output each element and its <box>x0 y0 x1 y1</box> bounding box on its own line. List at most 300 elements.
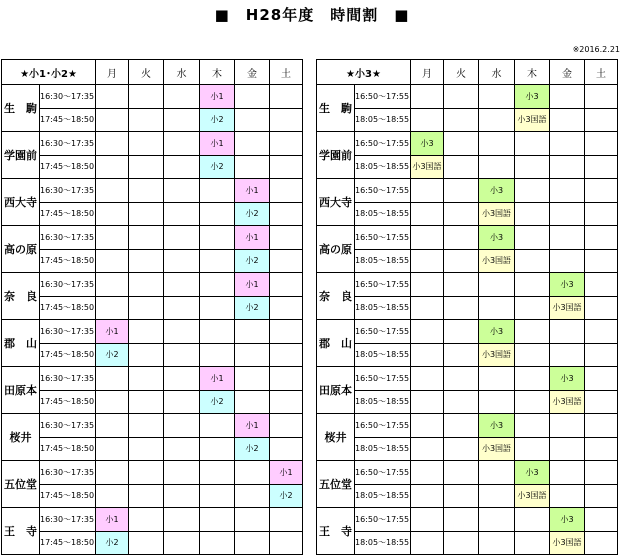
class-cell <box>129 367 164 391</box>
class-cell <box>585 531 618 555</box>
class-cell <box>235 85 270 109</box>
class-cell <box>444 320 479 344</box>
class-cell <box>411 179 444 203</box>
table-corner-label: ★小3★ <box>317 60 411 85</box>
time-slot-first: 16:50〜17:55 <box>355 508 411 532</box>
class-cell <box>164 155 200 179</box>
class-cell <box>585 296 618 320</box>
class-cell: 小1 <box>235 179 270 203</box>
class-cell <box>515 531 550 555</box>
schedule-row <box>2 367 303 391</box>
class-cell <box>515 179 550 203</box>
class-cell <box>515 296 550 320</box>
class-cell <box>200 437 235 461</box>
day-header: 水 <box>479 60 515 85</box>
time-slot-second: 18:05〜18:55 <box>355 484 411 508</box>
class-cell <box>164 202 200 226</box>
class-cell <box>270 508 303 532</box>
schedule-row <box>2 343 303 367</box>
time-slot-first: 16:30〜17:35 <box>40 226 96 250</box>
class-cell <box>96 202 129 226</box>
day-header: 木 <box>200 60 235 85</box>
class-cell: 小3国語 <box>479 249 515 273</box>
class-cell <box>444 484 479 508</box>
class-cell <box>444 296 479 320</box>
class-cell: 小2 <box>200 390 235 414</box>
class-cell <box>411 320 444 344</box>
class-cell: 小3国語 <box>479 437 515 461</box>
schedule-row <box>2 296 303 320</box>
class-cell <box>164 437 200 461</box>
class-cell <box>129 202 164 226</box>
class-cell <box>270 414 303 438</box>
class-cell <box>129 461 164 485</box>
class-cell <box>550 437 585 461</box>
class-cell <box>270 202 303 226</box>
class-cell <box>164 484 200 508</box>
schedule-row <box>2 461 303 485</box>
class-cell <box>411 202 444 226</box>
class-cell <box>164 343 200 367</box>
schedule-row <box>2 437 303 461</box>
class-cell <box>270 437 303 461</box>
class-cell <box>550 179 585 203</box>
class-cell: 小1 <box>200 132 235 156</box>
class-cell <box>585 508 618 532</box>
class-cell <box>164 273 200 297</box>
class-cell <box>515 414 550 438</box>
time-slot-first: 16:30〜17:35 <box>40 320 96 344</box>
day-header: 金 <box>235 60 270 85</box>
class-cell <box>270 132 303 156</box>
class-cell <box>270 249 303 273</box>
class-cell <box>270 108 303 132</box>
class-cell <box>444 367 479 391</box>
class-cell <box>235 320 270 344</box>
schedule-row <box>317 531 618 555</box>
class-cell <box>235 343 270 367</box>
location-label: 奈 良 <box>2 273 40 320</box>
class-cell: 小1 <box>200 367 235 391</box>
class-cell <box>411 437 444 461</box>
class-cell <box>164 390 200 414</box>
class-cell <box>585 437 618 461</box>
class-cell <box>585 132 618 156</box>
class-cell <box>479 484 515 508</box>
class-cell <box>129 508 164 532</box>
class-cell <box>585 343 618 367</box>
schedule-row <box>2 202 303 226</box>
class-cell <box>585 414 618 438</box>
class-cell <box>444 461 479 485</box>
class-cell: 小2 <box>200 155 235 179</box>
class-cell <box>479 531 515 555</box>
page-title: ■ H28年度 時間割 ■ <box>214 6 410 24</box>
time-slot-first: 16:50〜17:55 <box>355 179 411 203</box>
class-cell <box>550 108 585 132</box>
schedule-row <box>2 155 303 179</box>
class-cell <box>550 484 585 508</box>
class-cell <box>129 273 164 297</box>
class-cell <box>515 367 550 391</box>
time-slot-first: 16:30〜17:35 <box>40 508 96 532</box>
location-label: 生 駒 <box>2 85 40 132</box>
location-label: 高の原 <box>2 226 40 273</box>
class-cell <box>96 461 129 485</box>
class-cell <box>444 437 479 461</box>
class-cell <box>550 414 585 438</box>
class-cell <box>444 273 479 297</box>
schedule-row <box>317 155 618 179</box>
location-label: 郡 山 <box>2 320 40 367</box>
class-cell <box>200 343 235 367</box>
time-slot-second: 17:45〜18:50 <box>40 484 96 508</box>
day-header: 土 <box>270 60 303 85</box>
class-cell <box>200 273 235 297</box>
class-cell: 小2 <box>235 249 270 273</box>
schedule-row <box>2 390 303 414</box>
location-label: 田原本 <box>2 367 40 414</box>
class-cell: 小1 <box>235 226 270 250</box>
class-cell <box>411 296 444 320</box>
schedule-row <box>2 132 303 156</box>
time-slot-first: 16:50〜17:55 <box>355 273 411 297</box>
class-cell <box>96 132 129 156</box>
class-cell <box>129 226 164 250</box>
class-cell: 小3国語 <box>550 390 585 414</box>
class-cell <box>129 296 164 320</box>
class-cell: 小3国語 <box>550 531 585 555</box>
class-cell: 小1 <box>96 508 129 532</box>
class-cell <box>444 414 479 438</box>
class-cell <box>479 390 515 414</box>
time-slot-first: 16:30〜17:35 <box>40 461 96 485</box>
class-cell <box>585 202 618 226</box>
class-cell <box>129 108 164 132</box>
class-cell <box>515 320 550 344</box>
class-cell <box>164 132 200 156</box>
schedule-row <box>317 390 618 414</box>
time-slot-second: 18:05〜18:55 <box>355 390 411 414</box>
class-cell: 小3 <box>550 367 585 391</box>
class-cell <box>585 179 618 203</box>
time-slot-first: 16:50〜17:55 <box>355 461 411 485</box>
class-cell <box>550 132 585 156</box>
class-cell <box>164 508 200 532</box>
class-cell: 小1 <box>96 320 129 344</box>
schedule-row <box>2 273 303 297</box>
class-cell: 小3国語 <box>515 108 550 132</box>
class-cell <box>235 484 270 508</box>
class-cell <box>96 367 129 391</box>
class-cell: 小3国語 <box>515 484 550 508</box>
class-cell <box>515 226 550 250</box>
class-cell <box>444 108 479 132</box>
class-cell: 小3 <box>550 273 585 297</box>
schedule-row <box>317 343 618 367</box>
location-label: 桜井 <box>2 414 40 461</box>
time-slot-first: 16:30〜17:35 <box>40 132 96 156</box>
class-cell <box>129 249 164 273</box>
date-note: ※2016.2.21 <box>572 45 620 54</box>
day-header: 木 <box>515 60 550 85</box>
schedule-row <box>2 320 303 344</box>
class-cell <box>411 414 444 438</box>
class-cell <box>96 414 129 438</box>
schedule-row <box>317 132 618 156</box>
class-cell <box>585 390 618 414</box>
class-cell <box>200 249 235 273</box>
class-cell <box>411 531 444 555</box>
location-label: 王 寺 <box>317 508 355 555</box>
class-cell <box>96 273 129 297</box>
class-cell: 小2 <box>200 108 235 132</box>
class-cell <box>235 461 270 485</box>
class-cell: 小3 <box>515 85 550 109</box>
class-cell: 小3 <box>479 320 515 344</box>
class-cell: 小1 <box>270 461 303 485</box>
schedule-row <box>317 461 618 485</box>
location-label: 田原本 <box>317 367 355 414</box>
time-slot-second: 18:05〜18:55 <box>355 437 411 461</box>
class-cell <box>96 390 129 414</box>
class-cell <box>96 108 129 132</box>
class-cell <box>515 437 550 461</box>
class-cell: 小3 <box>515 461 550 485</box>
schedule-row <box>317 273 618 297</box>
class-cell <box>270 226 303 250</box>
time-slot-second: 18:05〜18:55 <box>355 531 411 555</box>
day-header: 火 <box>444 60 479 85</box>
class-cell <box>550 155 585 179</box>
time-slot-second: 17:45〜18:50 <box>40 343 96 367</box>
class-cell: 小3国語 <box>411 155 444 179</box>
class-cell <box>164 531 200 555</box>
class-cell <box>235 367 270 391</box>
schedule-row <box>317 202 618 226</box>
location-label: 学園前 <box>317 132 355 179</box>
day-header: 土 <box>585 60 618 85</box>
class-cell <box>444 132 479 156</box>
class-cell <box>444 508 479 532</box>
location-label: 五位堂 <box>2 461 40 508</box>
class-cell <box>235 508 270 532</box>
class-cell <box>411 390 444 414</box>
class-cell <box>96 226 129 250</box>
class-cell <box>96 155 129 179</box>
class-cell: 小2 <box>235 437 270 461</box>
class-cell <box>129 155 164 179</box>
class-cell <box>411 85 444 109</box>
class-cell <box>411 367 444 391</box>
time-slot-second: 18:05〜18:55 <box>355 296 411 320</box>
schedule-row <box>2 531 303 555</box>
class-cell <box>96 484 129 508</box>
class-cell <box>550 461 585 485</box>
class-cell <box>444 179 479 203</box>
schedule-row <box>317 296 618 320</box>
schedule-row <box>2 508 303 532</box>
class-cell <box>164 249 200 273</box>
class-cell: 小3 <box>479 179 515 203</box>
class-cell <box>479 461 515 485</box>
class-cell <box>444 202 479 226</box>
schedule-row <box>317 508 618 532</box>
location-label: 生 駒 <box>317 85 355 132</box>
class-cell <box>515 249 550 273</box>
class-cell <box>550 343 585 367</box>
class-cell <box>235 390 270 414</box>
class-cell <box>129 343 164 367</box>
class-cell <box>411 461 444 485</box>
class-cell <box>164 414 200 438</box>
schedule-row <box>317 414 618 438</box>
time-slot-second: 18:05〜18:55 <box>355 343 411 367</box>
class-cell <box>200 414 235 438</box>
class-cell <box>411 249 444 273</box>
class-cell <box>550 320 585 344</box>
day-header: 月 <box>411 60 444 85</box>
class-cell: 小3国語 <box>479 202 515 226</box>
location-label: 学園前 <box>2 132 40 179</box>
class-cell <box>515 343 550 367</box>
location-label: 奈 良 <box>317 273 355 320</box>
class-cell <box>585 273 618 297</box>
class-cell: 小1 <box>200 85 235 109</box>
class-cell <box>164 108 200 132</box>
class-cell <box>515 508 550 532</box>
location-label: 高の原 <box>317 226 355 273</box>
time-slot-second: 17:45〜18:50 <box>40 437 96 461</box>
schedule-row <box>317 85 618 109</box>
class-cell <box>200 179 235 203</box>
schedule-row <box>317 484 618 508</box>
time-slot-first: 16:50〜17:55 <box>355 85 411 109</box>
class-cell <box>585 484 618 508</box>
class-cell <box>479 296 515 320</box>
time-slot-second: 18:05〜18:55 <box>355 249 411 273</box>
location-label: 五位堂 <box>317 461 355 508</box>
day-header: 水 <box>164 60 200 85</box>
class-cell: 小2 <box>235 202 270 226</box>
class-cell: 小3国語 <box>479 343 515 367</box>
class-cell <box>270 85 303 109</box>
class-cell <box>585 108 618 132</box>
table-corner-label: ★小1･小2★ <box>2 60 96 85</box>
time-slot-second: 18:05〜18:55 <box>355 202 411 226</box>
class-cell <box>411 508 444 532</box>
class-cell <box>515 202 550 226</box>
schedule-row <box>2 226 303 250</box>
class-cell <box>270 320 303 344</box>
time-slot-second: 17:45〜18:50 <box>40 202 96 226</box>
schedule-row <box>317 367 618 391</box>
class-cell: 小1 <box>235 414 270 438</box>
class-cell: 小3 <box>479 226 515 250</box>
class-cell <box>164 461 200 485</box>
class-cell <box>96 249 129 273</box>
class-cell <box>164 179 200 203</box>
class-cell <box>479 85 515 109</box>
time-slot-first: 16:30〜17:35 <box>40 273 96 297</box>
class-cell <box>96 179 129 203</box>
time-slot-second: 17:45〜18:50 <box>40 108 96 132</box>
class-cell <box>585 85 618 109</box>
class-cell <box>411 484 444 508</box>
class-cell <box>235 132 270 156</box>
class-cell <box>444 249 479 273</box>
class-cell <box>164 367 200 391</box>
time-slot-second: 17:45〜18:50 <box>40 296 96 320</box>
day-header: 金 <box>550 60 585 85</box>
class-cell <box>585 461 618 485</box>
class-cell <box>164 226 200 250</box>
time-slot-second: 17:45〜18:50 <box>40 155 96 179</box>
class-cell <box>550 249 585 273</box>
class-cell: 小2 <box>270 484 303 508</box>
class-cell <box>164 296 200 320</box>
time-slot-first: 16:30〜17:35 <box>40 179 96 203</box>
class-cell <box>411 226 444 250</box>
time-slot-first: 16:50〜17:55 <box>355 320 411 344</box>
class-cell <box>235 531 270 555</box>
class-cell <box>200 508 235 532</box>
class-cell <box>270 155 303 179</box>
time-slot-first: 16:30〜17:35 <box>40 85 96 109</box>
class-cell <box>479 273 515 297</box>
location-label: 郡 山 <box>317 320 355 367</box>
class-cell <box>479 108 515 132</box>
timetable-grade-3 <box>316 59 618 555</box>
class-cell <box>585 249 618 273</box>
class-cell <box>129 437 164 461</box>
class-cell <box>270 179 303 203</box>
class-cell <box>96 85 129 109</box>
class-cell <box>129 531 164 555</box>
class-cell <box>235 155 270 179</box>
location-label: 西大寺 <box>317 179 355 226</box>
schedule-row <box>2 179 303 203</box>
class-cell: 小3 <box>550 508 585 532</box>
class-cell <box>550 202 585 226</box>
class-cell <box>550 226 585 250</box>
location-label: 桜井 <box>317 414 355 461</box>
class-cell: 小3 <box>411 132 444 156</box>
class-cell <box>411 273 444 297</box>
class-cell <box>479 155 515 179</box>
schedule-row <box>2 85 303 109</box>
schedule-row <box>2 484 303 508</box>
class-cell: 小2 <box>96 343 129 367</box>
class-cell <box>200 320 235 344</box>
schedule-row <box>317 226 618 250</box>
class-cell <box>235 108 270 132</box>
time-slot-first: 16:50〜17:55 <box>355 367 411 391</box>
class-cell <box>444 531 479 555</box>
time-slot-first: 16:30〜17:35 <box>40 414 96 438</box>
timetable-grades-1-2 <box>1 59 303 555</box>
class-cell <box>96 296 129 320</box>
schedule-row <box>317 320 618 344</box>
schedule-row <box>2 108 303 132</box>
time-slot-second: 18:05〜18:55 <box>355 155 411 179</box>
time-slot-second: 18:05〜18:55 <box>355 108 411 132</box>
class-cell: 小2 <box>235 296 270 320</box>
class-cell <box>164 320 200 344</box>
class-cell <box>270 390 303 414</box>
class-cell <box>444 85 479 109</box>
class-cell <box>200 202 235 226</box>
